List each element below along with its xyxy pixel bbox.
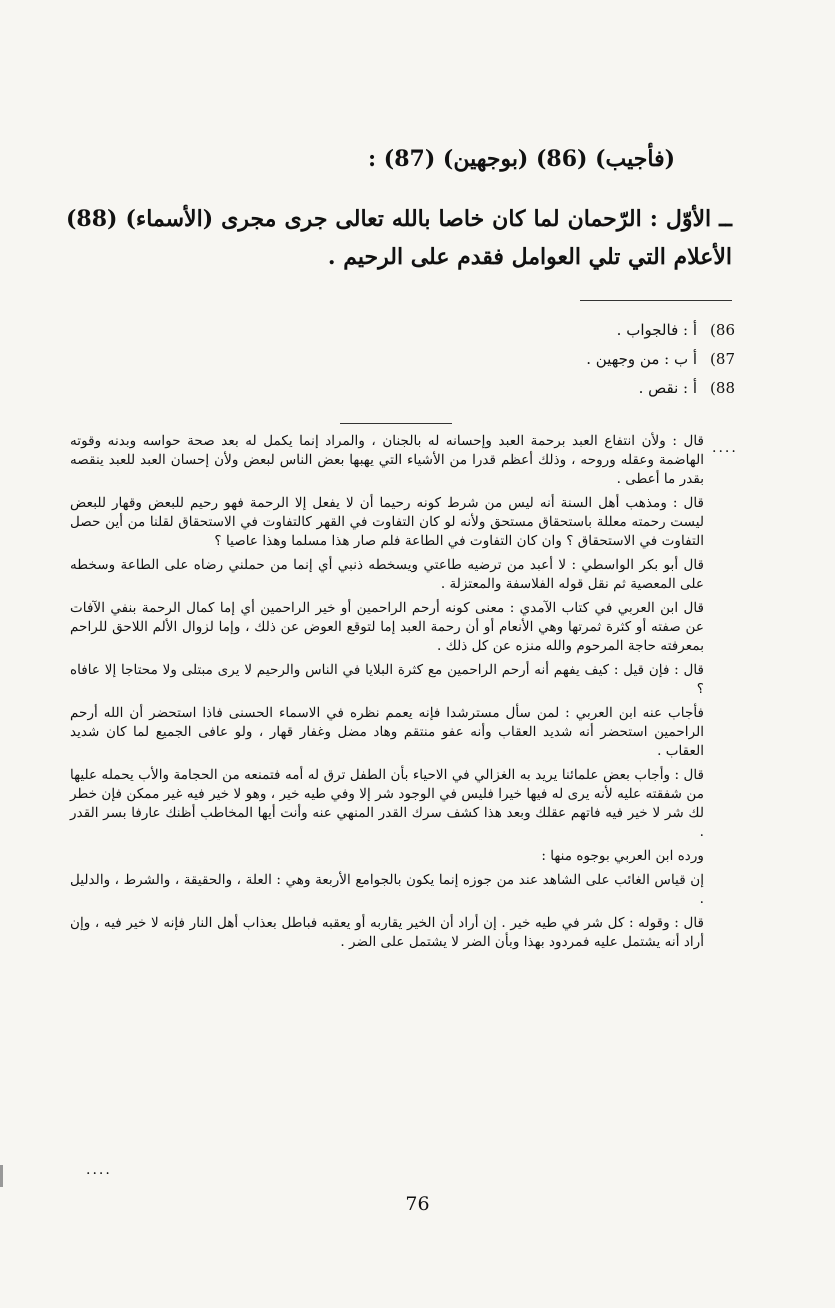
note-paragraph: قال : وأجاب بعض علمائنا يريد به الغزالي في الاحياء بأن الطفل ترق له أمه فتمنعه من الحجامة والأب يحمله عليها من شفقته عليه لأنه يرى له فيها خيرا فليس في الوجود شر إلا وفي طيه خير ، وهو لا خير فيه غير ممكن فإن خطر لك شر لا خير فيه فاتهم عقلك وبعد هذا كشف سرك القدر المنهي عنه وأنت أيها المخاطب أظنك عارفا بسر القدر . (70, 767, 704, 840)
footnote-list (335, 316, 735, 403)
footnote-item (335, 345, 735, 374)
note-paragraph: قال ابن العربي في كتاب الآمدي : معنى كونه أرحم الراحمين أو خير الراحمين أي إما كمال الرحمة بنفي الآفات عن صفته أو كثرة ثمرتها وهي الأنعام أو أن رحمة العبد إما لتوقع العوض عن ذلك ، وإما لزوال الألم اللاحق للراحم بمعرفته حاجة المرحوم والله منزه عن كل ذلك . (70, 600, 704, 654)
note-paragraph: إن قياس الغائب على الشاهد عند من جوزه إنما يكون بالجوامع الأربعة وهي : العلة ، والحقيقة ، والشرط ، والدليل . (70, 872, 704, 907)
footnote-text: أ ب : من وجهين . (586, 350, 697, 368)
commentary-notes (70, 432, 704, 957)
section-heading: (فأجيب) (86) (بوجهين) (87) : (368, 146, 675, 172)
notes-separator (340, 423, 452, 424)
footnote-text: أ : نقص . (638, 379, 697, 397)
footnote-number: (87 (710, 350, 735, 368)
ellipsis-top: .... (712, 440, 738, 456)
main-text: ــ الأوّل : الرّحمان لما كان خاصا بالله تعالى جرى مجرى (الأسماء) (88) الأعلام التي تلي العوامل فقدم على الرحيم . (66, 206, 732, 270)
note-paragraph: قال : وقوله : كل شر في طيه خير . إن أراد أن الخير يقاربه أو يعقبه فباطل بعذاب أهل النار فإنه لا خير فيه ، وإن أراد أنه يشتمل عليه فمردود بهذا وبأن الضر لا يشتمل على الضر . (70, 915, 704, 950)
footnote-item (335, 316, 735, 345)
footnote-text: أ : فالجواب . (616, 321, 697, 339)
note-paragraph: ورده ابن العربي بوجوه منها : (541, 848, 704, 864)
note-paragraph: قال : ومذهب أهل السنة أنه ليس من شرط كونه رحيما أن لا يفعل إلا الرحمة فهو رحيم للبعض وقهار للبعض ليست رحمته معللة باستحقاق مستحق ولأنه لو كان التفاوت في القهر كالتفاوت في الاستحقاق لقلنا من أين حصل التفاوت في الاستحقاق ؟ وان كان التفاوت في الطاعة فلم صار هذا مسلما وهذا عاصيا ؟ (70, 495, 704, 549)
footnote-number: (88 (710, 379, 735, 397)
page-number: 76 (405, 1193, 430, 1215)
note-paragraph: قال : ولأن انتفاع العبد برحمة العبد وإحسانه له بالجنان ، والمراد إنما يكمل له بعد صحة حواسه وبدنه وقوته الهاضمة وعقله وروحه ، وذلك أعظم قدرا من الأشياء التي يهبها بعض الناس لبعض ولأن إحسان العبد للعبد ينقصه بقدر ما أعطى . (70, 433, 704, 487)
footnote-number: (86 (710, 321, 735, 339)
note-paragraph: قال : فإن قيل : كيف يفهم أنه أرحم الراحمين مع كثرة البلايا في الناس والرحيم لا يرى مبتلى ولا محتاجا إلا عافاه ؟ (70, 662, 704, 697)
scan-edge-mark (0, 1165, 3, 1187)
note-paragraph: فأجاب عنه ابن العربي : لمن سأل مسترشدا فإنه يعمم نظره في الاسماء الحسنى فاذا استحضر أن الله أرحم الراحمين استحضر أنه شديد العقاب وأنه عفو منتقم وهاد مضل وغفار قهار ، ولو عافى الجميع لما كان شديد العقاب . (70, 705, 704, 759)
note-paragraph: قال أبو بكر الواسطي : لا أعبد من ترضيه طاعتي ويسخطه ذنبي أي إنما من حملني رضاه على الطاعة وسخطه على المعصية ثم نقل قوله الفلاسفة والمعتزلة . (70, 557, 704, 592)
ellipsis-bottom: .... (86, 1162, 112, 1178)
footnote-item (335, 374, 735, 403)
footnote-separator (580, 300, 732, 301)
